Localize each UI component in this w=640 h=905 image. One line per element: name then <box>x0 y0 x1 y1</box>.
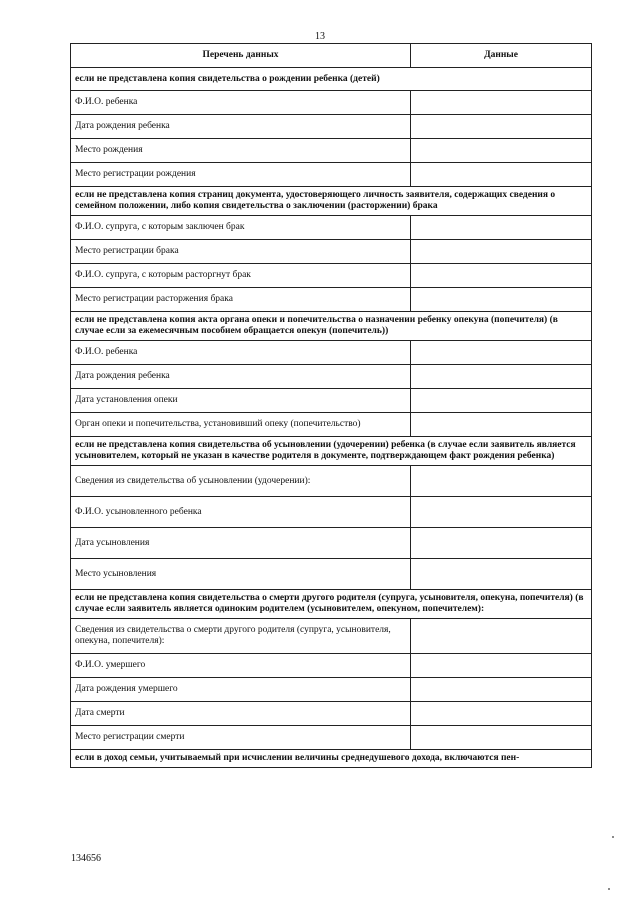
field-value[interactable] <box>411 528 592 559</box>
field-value[interactable] <box>411 341 592 365</box>
field-value[interactable] <box>411 264 592 288</box>
document-code: 134656 <box>71 853 101 864</box>
table-row <box>71 389 592 413</box>
table-row <box>71 341 592 365</box>
data-table <box>70 43 592 768</box>
section-title: если не представлена копия свидетельства о смерти другого родителя (супруга, усыновителя, опекуна, попечителя) (в случае если заявитель является одиноким родителем (усыновителем, опекуном, попечителем): <box>71 590 592 619</box>
field-label: Дата рождения ребенка <box>71 365 411 389</box>
field-value[interactable] <box>411 654 592 678</box>
section-marital-status <box>71 187 592 216</box>
field-label: Дата рождения умершего <box>71 678 411 702</box>
field-value[interactable] <box>411 389 592 413</box>
field-label: Ф.И.О. ребенка <box>71 341 411 365</box>
field-value[interactable] <box>411 559 592 590</box>
section-title: если не представлена копия свидетельства об усыновлении (удочерении) ребенка (в случае если заявитель является усыновителем, который не указан в качестве родителя в документе, подтверждающем факт рождения ребенка) <box>71 437 592 466</box>
field-label: Ф.И.О. умершего <box>71 654 411 678</box>
field-label: Дата установления опеки <box>71 389 411 413</box>
table-row <box>71 413 592 437</box>
field-value[interactable] <box>411 702 592 726</box>
field-label: Дата рождения ребенка <box>71 115 411 139</box>
field-value[interactable] <box>411 139 592 163</box>
table-row <box>71 528 592 559</box>
field-label: Сведения из свидетельства об усыновлении (удочерении): <box>71 466 411 497</box>
header-list: Перечень данных <box>71 44 411 68</box>
field-value[interactable] <box>411 163 592 187</box>
table-row <box>71 240 592 264</box>
table-row <box>71 288 592 312</box>
table-row <box>71 678 592 702</box>
scan-artifact <box>608 888 610 890</box>
table-row <box>71 654 592 678</box>
field-label: Место регистрации смерти <box>71 726 411 750</box>
section-adoption <box>71 437 592 466</box>
field-value[interactable] <box>411 466 592 497</box>
table-row <box>71 91 592 115</box>
field-value[interactable] <box>411 413 592 437</box>
table-row <box>71 702 592 726</box>
field-label: Место регистрации расторжения брака <box>71 288 411 312</box>
section-guardianship <box>71 312 592 341</box>
field-label: Ф.И.О. супруга, с которым расторгнут брак <box>71 264 411 288</box>
table-row <box>71 163 592 187</box>
field-label: Место регистрации брака <box>71 240 411 264</box>
table-row <box>71 115 592 139</box>
scan-artifact <box>612 836 614 838</box>
field-value[interactable] <box>411 288 592 312</box>
field-label: Место регистрации рождения <box>71 163 411 187</box>
field-value[interactable] <box>411 91 592 115</box>
field-label: Ф.И.О. супруга, с которым заключен брак <box>71 216 411 240</box>
table-row <box>71 726 592 750</box>
table-row <box>71 365 592 389</box>
table-row <box>71 619 592 654</box>
section-title: если в доход семьи, учитываемый при исчислении величины среднедушевого дохода, включаются пен- <box>71 750 592 768</box>
header-data: Данные <box>411 44 592 68</box>
field-value[interactable] <box>411 678 592 702</box>
field-value[interactable] <box>411 216 592 240</box>
field-value[interactable] <box>411 619 592 654</box>
table-row <box>71 139 592 163</box>
field-label: Ф.И.О. усыновленного ребенка <box>71 497 411 528</box>
section-title: если не представлена копия свидетельства о рождении ребенка (детей) <box>71 68 592 91</box>
table-header-row <box>71 44 592 68</box>
table-row <box>71 559 592 590</box>
field-label: Орган опеки и попечительства, установивший опеку (попечительство) <box>71 413 411 437</box>
field-label: Дата усыновления <box>71 528 411 559</box>
section-death-certificate <box>71 590 592 619</box>
field-label: Сведения из свидетельства о смерти другого родителя (супруга, усыновителя, опекуна, попечителя): <box>71 619 411 654</box>
table-row <box>71 497 592 528</box>
field-value[interactable] <box>411 497 592 528</box>
section-pensions <box>71 750 592 768</box>
section-birth-certificate <box>71 68 592 91</box>
field-value[interactable] <box>411 115 592 139</box>
field-value[interactable] <box>411 240 592 264</box>
page-number: 13 <box>315 31 325 42</box>
field-label: Место усыновления <box>71 559 411 590</box>
table-row <box>71 216 592 240</box>
field-value[interactable] <box>411 365 592 389</box>
field-label: Ф.И.О. ребенка <box>71 91 411 115</box>
section-title: если не представлена копия страниц документа, удостоверяющего личность заявителя, содержащих сведения о семейном положении, либо копия свидетельства о заключении (расторжении) брака <box>71 187 592 216</box>
field-value[interactable] <box>411 726 592 750</box>
section-title: если не представлена копия акта органа опеки и попечительства о назначении ребенку опекуна (попечителя) (в случае если за ежемесячным пособием обращается опекун (попечитель)) <box>71 312 592 341</box>
table-row <box>71 264 592 288</box>
table-row <box>71 466 592 497</box>
field-label: Дата смерти <box>71 702 411 726</box>
field-label: Место рождения <box>71 139 411 163</box>
